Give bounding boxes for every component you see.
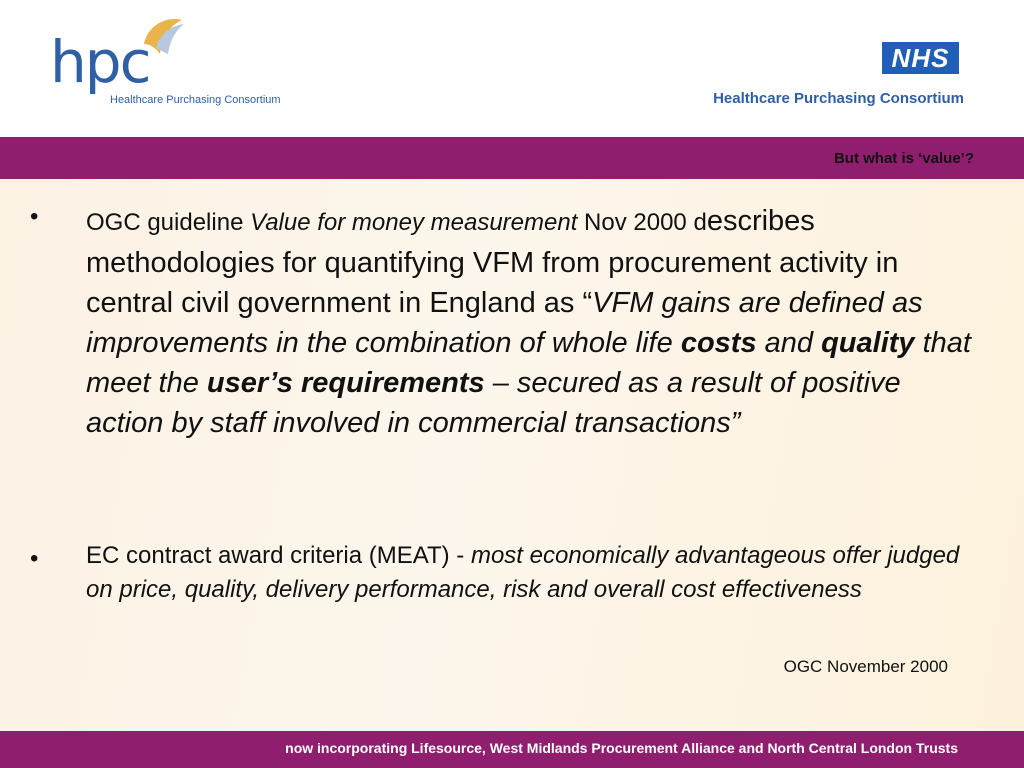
bullet-text-part: that meet the [86,327,971,399]
slide-title: But what is ‘value’? [833,150,974,167]
bullet-marker: • [30,203,39,230]
bullet-text [86,201,976,443]
bullet-text-part: quality [821,327,915,359]
hpc-logo [50,14,300,114]
slide-content [0,179,1024,731]
nhs-logo: NHS [882,42,959,74]
bullet-text-part: Value for money measurement [250,209,578,236]
footer-text: now incorporating Lifesource, West Midlands Procurement Alliance and North Central London Trusts [285,740,958,756]
bullet-text-part: OGC guideline [86,209,251,236]
hpc-tagline: Healthcare Purchasing Consortium [110,94,281,106]
bullet-text-part: EC contract award criteria (MEAT) - [86,542,471,569]
bullet-text-part: escribes methodologies for quantifying VFM from procurement activity in central civil government in England as “ [86,205,899,319]
bullet-text-part: most economically advantageous offer judged on price, quality, delivery performance, risk and overall cost effectiveness [86,542,960,603]
header [0,0,1024,137]
source-citation: OGC November 2000 [783,657,948,676]
bullet-marker: • [30,545,39,572]
bullet-text-part: costs [680,327,757,359]
bullet-text-part: user’s requirements [206,367,485,399]
hpc-logo-text: hpc [50,28,150,96]
footer-band [0,731,1024,768]
nhs-subtitle: Healthcare Purchasing Consortium [713,90,964,107]
bullet-text [86,539,976,607]
bullet-text-part: d [693,209,707,236]
bullet-text-part: and [756,327,822,359]
title-band [0,137,1024,179]
bullet-text-part: – secured as a result of positive action by staff involved in commercial transactions” [86,367,901,439]
bullet-text-part: Nov 2000 [577,209,694,236]
bullet-text-part: VFM gains are defined as improvements in the combination of whole life [86,287,923,359]
